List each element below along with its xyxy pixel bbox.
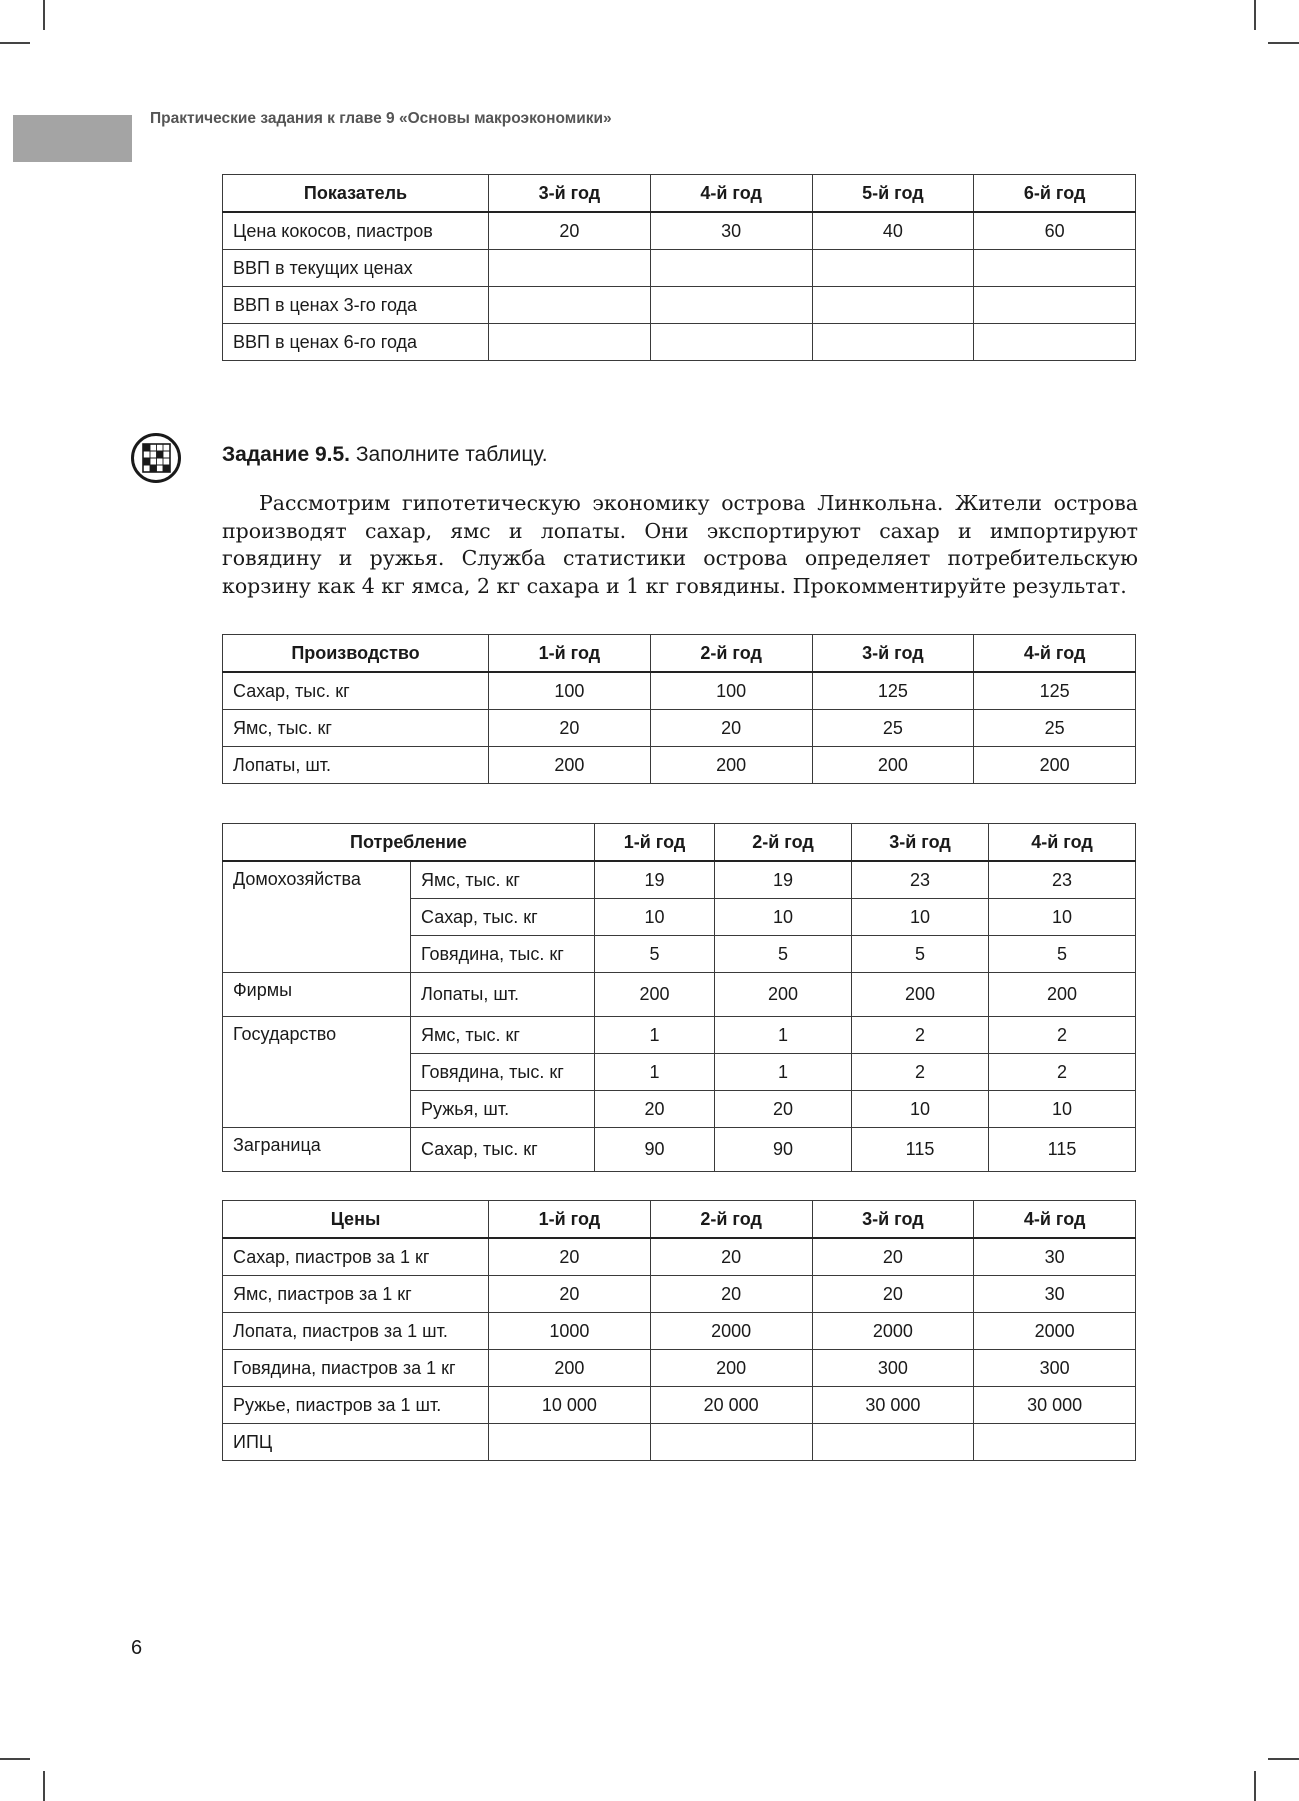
table-cell: 20 [595,1091,715,1128]
table-cell [489,324,651,361]
table-cell: 10 [852,899,989,936]
row-label: Говядина, тыс. кг [411,936,595,973]
table-cell: 1 [715,1054,852,1091]
table-row [223,672,1136,710]
table-cell [812,250,974,287]
table-cell: 10 [852,1091,989,1128]
table-cell: 200 [489,1350,651,1387]
row-label: Ямс, тыс. кг [411,1017,595,1054]
row-label: Цена кокосов, пиастров [223,212,489,250]
table-cell: 10 [715,899,852,936]
table-row [223,747,1136,784]
crop-mark [43,0,45,30]
table-cell: 5 [989,936,1136,973]
task-paragraph: Рассмотрим гипотетическую экономику острова Линкольна. Жители острова производят сахар, ямс и лопаты. Они экспортируют сахар и импортируют говядину и ружья. Служба статистики острова определяет потребительскую корзину как 4 кг ямса, 2 кг сахара и 1 кг говядины. Прокомментируйте результат. [222,491,1138,598]
table-cell: 30 000 [974,1387,1136,1424]
table-cell: 1 [595,1054,715,1091]
table-row [223,1313,1136,1350]
sector-label: Домохозяйства [223,861,411,973]
table-cell [812,287,974,324]
table-cell: 2 [989,1017,1136,1054]
table-row [223,1017,1136,1054]
gdp-table [222,174,1136,361]
column-header: 4-й год [989,824,1136,862]
table-cell: 90 [595,1128,715,1172]
table-cell: 10 [595,899,715,936]
column-header: Показатель [223,175,489,213]
table-cell: 2000 [974,1313,1136,1350]
table-row [223,1276,1136,1313]
table-cell [974,1424,1136,1461]
table-cell [650,250,812,287]
table-cell [489,287,651,324]
table-cell: 5 [852,936,989,973]
table-cell: 115 [852,1128,989,1172]
table-cell: 20 [489,1276,651,1313]
sector-label: Фирмы [223,973,411,1017]
column-header: 4-й год [974,1201,1136,1239]
running-title: Практические задания к главе 9 «Основы макроэкономики» [150,110,612,127]
table-cell: 20 [812,1276,974,1313]
sector-label: Заграница [223,1128,411,1172]
table-cell: 20 [650,1238,812,1276]
table-cell: 300 [812,1350,974,1387]
table-cell: 200 [812,747,974,784]
column-header: Потребление [223,824,595,862]
production-table [222,634,1136,784]
column-header: 3-й год [812,1201,974,1239]
row-label: Ямс, пиастров за 1 кг [223,1276,489,1313]
table-cell: 2000 [812,1313,974,1350]
table-cell: 60 [974,212,1136,250]
table-cell: 100 [489,672,651,710]
row-label: ВВП в ценах 3-го года [223,287,489,324]
table-row [223,1238,1136,1276]
column-header: 3-й год [852,824,989,862]
crop-mark [43,1771,45,1801]
column-header: Производство [223,635,489,673]
table-cell: 23 [852,861,989,899]
table-row [223,324,1136,361]
column-header: 2-й год [650,1201,812,1239]
table-row [223,1128,1136,1172]
table-cell: 20 [489,710,651,747]
task-instruction: Заполните таблицу. [349,443,548,466]
column-header: 2-й год [715,824,852,862]
table-cell: 200 [989,973,1136,1017]
table-cell: 20 [489,1238,651,1276]
table-cell: 2 [989,1054,1136,1091]
row-label: Сахар, пиастров за 1 кг [223,1238,489,1276]
table-cell: 25 [812,710,974,747]
table-cell [812,1424,974,1461]
table-cell: 23 [989,861,1136,899]
table-cell: 30 [650,212,812,250]
table-cell: 20 [715,1091,852,1128]
column-header: 6-й год [974,175,1136,213]
table-cell: 30 [974,1238,1136,1276]
table-cell [489,250,651,287]
row-label: Сахар, тыс. кг [411,899,595,936]
table-cell: 125 [812,672,974,710]
table-cell [489,1424,651,1461]
chapter-tab [13,115,132,162]
table-cell: 200 [852,973,989,1017]
table-cell: 20 000 [650,1387,812,1424]
table-cell: 1000 [489,1313,651,1350]
table-cell [812,324,974,361]
row-label: Говядина, тыс. кг [411,1054,595,1091]
sector-label: Государство [223,1017,411,1128]
table-cell: 20 [489,212,651,250]
table-cell [974,287,1136,324]
column-header: 1-й год [489,1201,651,1239]
table-cell: 40 [812,212,974,250]
table-cell [650,1424,812,1461]
row-label: Лопаты, шт. [411,973,595,1017]
row-label: ИПЦ [223,1424,489,1461]
table-row [223,1387,1136,1424]
table-cell: 20 [650,1276,812,1313]
crop-mark [1254,0,1256,30]
table-cell [650,324,812,361]
crop-mark [1268,1758,1299,1760]
row-label: Лопата, пиастров за 1 шт. [223,1313,489,1350]
table-cell: 25 [974,710,1136,747]
table-row [223,250,1136,287]
page-number: 6 [131,1637,143,1659]
table-cell: 2000 [650,1313,812,1350]
table-cell: 1 [715,1017,852,1054]
crossword-grid-icon [130,432,182,484]
table-cell: 10 000 [489,1387,651,1424]
column-header: 1-й год [489,635,651,673]
table-cell: 200 [974,747,1136,784]
row-label: Ружья, шт. [411,1091,595,1128]
row-label: ВВП в ценах 6-го года [223,324,489,361]
table-cell: 30 [974,1276,1136,1313]
table-cell: 30 000 [812,1387,974,1424]
table-row [223,212,1136,250]
table-cell: 20 [812,1238,974,1276]
table-cell: 5 [715,936,852,973]
table-cell: 200 [595,973,715,1017]
table-row [223,1350,1136,1387]
table-row [223,287,1136,324]
table-cell: 100 [650,672,812,710]
crop-mark [1268,42,1299,44]
table-cell: 2 [852,1054,989,1091]
column-header: 5-й год [812,175,974,213]
task-title [222,443,548,467]
table-cell: 200 [650,747,812,784]
row-label: ВВП в текущих ценах [223,250,489,287]
column-header: 3-й год [489,175,651,213]
row-label: Ямс, тыс. кг [223,710,489,747]
crop-mark [0,42,30,44]
table-cell [974,324,1136,361]
table-cell: 200 [489,747,651,784]
row-label: Ружье, пиастров за 1 шт. [223,1387,489,1424]
crop-mark [1254,1771,1256,1801]
table-cell: 5 [595,936,715,973]
consumption-table [222,823,1136,1172]
column-header: 4-й год [974,635,1136,673]
table-cell: 10 [989,899,1136,936]
table-cell: 300 [974,1350,1136,1387]
table-row [223,710,1136,747]
row-label: Сахар, тыс. кг [411,1128,595,1172]
row-label: Говядина, пиастров за 1 кг [223,1350,489,1387]
table-cell: 20 [650,710,812,747]
table-cell [974,250,1136,287]
column-header: 1-й год [595,824,715,862]
table-cell: 115 [989,1128,1136,1172]
table-row [223,861,1136,899]
table-cell: 90 [715,1128,852,1172]
row-label: Сахар, тыс. кг [223,672,489,710]
table-cell: 2 [852,1017,989,1054]
row-label: Лопаты, шт. [223,747,489,784]
column-header: Цены [223,1201,489,1239]
task-number: Задание 9.5. [222,443,350,466]
column-header: 2-й год [650,635,812,673]
crop-mark [0,1758,30,1760]
column-header: 3-й год [812,635,974,673]
table-cell: 10 [989,1091,1136,1128]
table-cell: 19 [595,861,715,899]
table-row [223,1424,1136,1461]
table-cell: 1 [595,1017,715,1054]
table-cell: 200 [650,1350,812,1387]
table-cell: 19 [715,861,852,899]
row-label: Ямс, тыс. кг [411,861,595,899]
column-header: 4-й год [650,175,812,213]
table-cell: 200 [715,973,852,1017]
prices-table [222,1200,1136,1461]
table-cell [650,287,812,324]
table-cell: 125 [974,672,1136,710]
table-row [223,973,1136,1017]
